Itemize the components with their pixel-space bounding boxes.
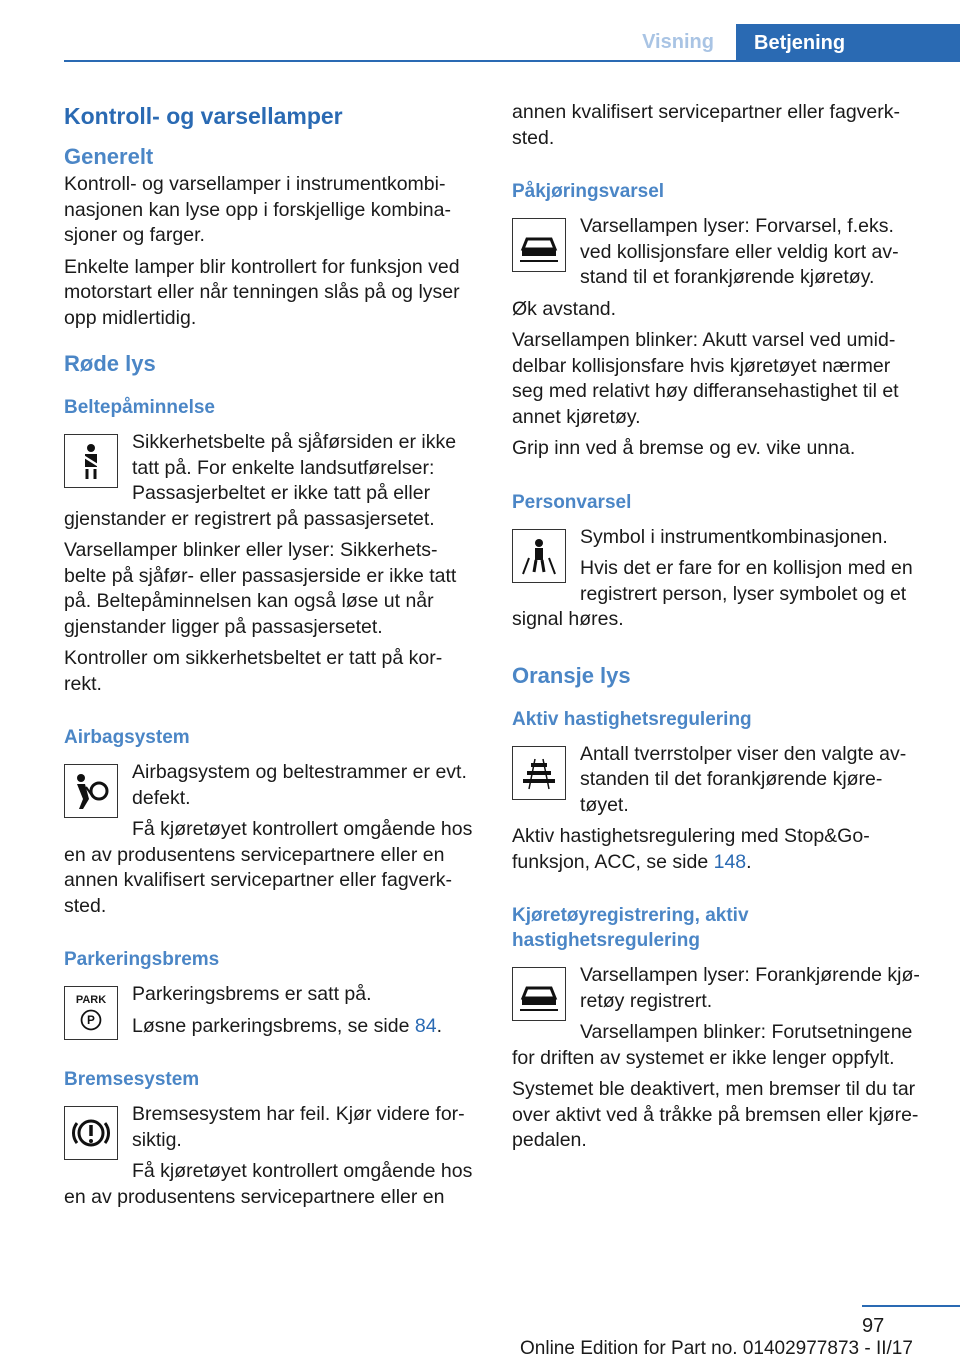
aktiv-paragraph-2 <box>512 824 926 875</box>
park-p2-text: Løsne parkeringsbrems, se side <box>132 1014 415 1037</box>
aktiv-hastighet-heading: Aktiv hastighetsregulering <box>512 708 752 730</box>
edition-note: Online Edition for Part no. 01402977873 - II/17 <box>520 1338 913 1359</box>
belte-paragraph-3: Kontroller om sikkerhetsbeltet er tatt på kor-rekt. <box>64 647 443 695</box>
airbag-icon <box>64 764 118 818</box>
bremsesystem-heading: Bremsesystem <box>64 1069 200 1090</box>
generelt-paragraph-2: Enkelte lamper blir kontrollert for funksjon ved motorstart eller når tenningen slås på og lyser opp midlertidig. <box>64 255 460 329</box>
page-link-148[interactable]: 148 <box>713 850 747 873</box>
generelt-heading: Generelt <box>64 144 154 169</box>
footer-rule <box>862 1305 960 1307</box>
page-link-84[interactable]: 84 <box>414 1014 437 1037</box>
kjoretoyregistrering-heading: Kjøretøyregistrering, aktiv hastighetsregulering <box>512 905 749 951</box>
right-column <box>512 100 926 1160</box>
collision-warning-icon <box>512 218 566 272</box>
continued-paragraph: annen kvalifisert servicepartner eller fagverk-sted. <box>512 101 901 149</box>
brems-paragraph-2: Få kjøretøyet kontrollert omgående hos en av produsentens servicepartnere eller en <box>64 1160 473 1208</box>
person-paragraph-2: Hvis det er fare for en kollisjon med en registrert person, lyser symbolet og et signal høres. <box>512 557 913 630</box>
kjr-paragraph-1: Varsellampen lyser: Forankjørende kjø-retøy registrert. <box>580 964 920 1012</box>
aktiv-paragraph-1: Antall tverrstolper viser den valgte av-standen til det forankjørende kjøre-tøyet. <box>580 742 907 816</box>
pak-paragraph-2: Øk avstand. <box>512 297 617 320</box>
brems-paragraph-1: Bremsesystem har feil. Kjør videre for-siktig. <box>132 1103 465 1151</box>
kjr-paragraph-2: Varsellampen blinker: Forutsetningene for driften av systemet er ikke lenger oppfylt. <box>512 1021 913 1069</box>
pedestrian-warning-icon <box>512 529 566 583</box>
left-column <box>64 100 478 1216</box>
park-icon-label: PARK <box>75 993 107 1006</box>
pak-paragraph-1: Varsellampen lyser: Forvarsel, f.eks. ved kollisjonsfare eller veldig kort av-stand til et forankjørende kjøretøy. <box>580 215 899 288</box>
vehicle-detection-icon <box>512 967 566 1021</box>
beltepaminnelse-heading: Beltepåminnelse <box>64 397 215 418</box>
pakjoringsvarsel-heading: Påkjøringsvarsel <box>512 181 665 202</box>
park-paragraph-2 <box>64 1014 478 1040</box>
seatbelt-icon <box>64 434 118 488</box>
kjr-paragraph-3: Systemet ble deaktivert, men bremser til du tar over aktivt ved å tråkke på bremsen eller kjøre-pedalen. <box>512 1078 919 1151</box>
header-rule <box>64 60 960 62</box>
belte-paragraph-1: Sikkerhetsbelte på sjåførsiden er ikke tatt på. For enkelte landsutførelser: Passasjerbeltet er ikke tatt på eller gjenstander er registrert på passasjersetet. <box>64 431 457 530</box>
aktiv-p2-end: . <box>746 850 752 873</box>
brake-warning-icon <box>64 1106 118 1160</box>
page-number: 97 <box>862 1315 885 1337</box>
tab-visning[interactable]: Visning <box>642 31 714 53</box>
personvarsel-heading: Personvarsel <box>512 491 632 513</box>
pak-paragraph-4: Grip inn ved å bremse og ev. vike unna. <box>512 437 856 459</box>
svg-text:P: P <box>87 1012 95 1027</box>
oransje-lys-heading: Oransje lys <box>512 662 631 688</box>
airbag-paragraph-2: Få kjøretøyet kontrollert omgående hos en av produsentens servicepartnere eller en annen kvalifisert servicepartner eller fagverk-sted. <box>64 818 473 917</box>
tab-betjening[interactable]: Betjening <box>736 24 960 62</box>
airbag-heading: Airbagsystem <box>64 727 190 748</box>
park-brake-icon <box>64 986 118 1040</box>
airbag-paragraph-1: Airbagsystem og beltestrammer er evt. defekt. <box>132 761 467 809</box>
section-title: Kontroll- og varsellamper <box>64 103 343 129</box>
park-p2-end: . <box>436 1014 442 1037</box>
parkeringsbrems-heading: Parkeringsbrems <box>64 949 220 970</box>
pak-paragraph-3: Varsellampen blinker: Akutt varsel ved umid-delbar kollisjonsfare hvis kjøretøyet nærmer seg med relativt høy differansehastighet til et annet kjøretøy. <box>512 329 899 428</box>
person-paragraph-1: Symbol i instrumentkombinasjonen. <box>580 525 888 548</box>
distance-bars-icon <box>512 746 566 800</box>
aktiv-p2-text: Aktiv hastighetsregulering med Stop&Go-funksjon, ACC, se side <box>512 825 870 873</box>
park-paragraph-1: Parkeringsbrems er satt på. <box>132 983 372 1005</box>
generelt-paragraph-1: Kontroll- og varsellamper i instrumentkombi-nasjonen kan lyse opp i forskjellige kombina-sjoner og farger. <box>64 173 451 246</box>
belte-paragraph-2: Varsellamper blinker eller lyser: Sikkerhets-belte på sjåfør- eller passasjerside er ikke tatt på. Beltepåminnelsen kan også løse ut når gjenstander ligger på passasjersetet. <box>64 539 457 638</box>
rode-lys-heading: Røde lys <box>64 351 156 376</box>
